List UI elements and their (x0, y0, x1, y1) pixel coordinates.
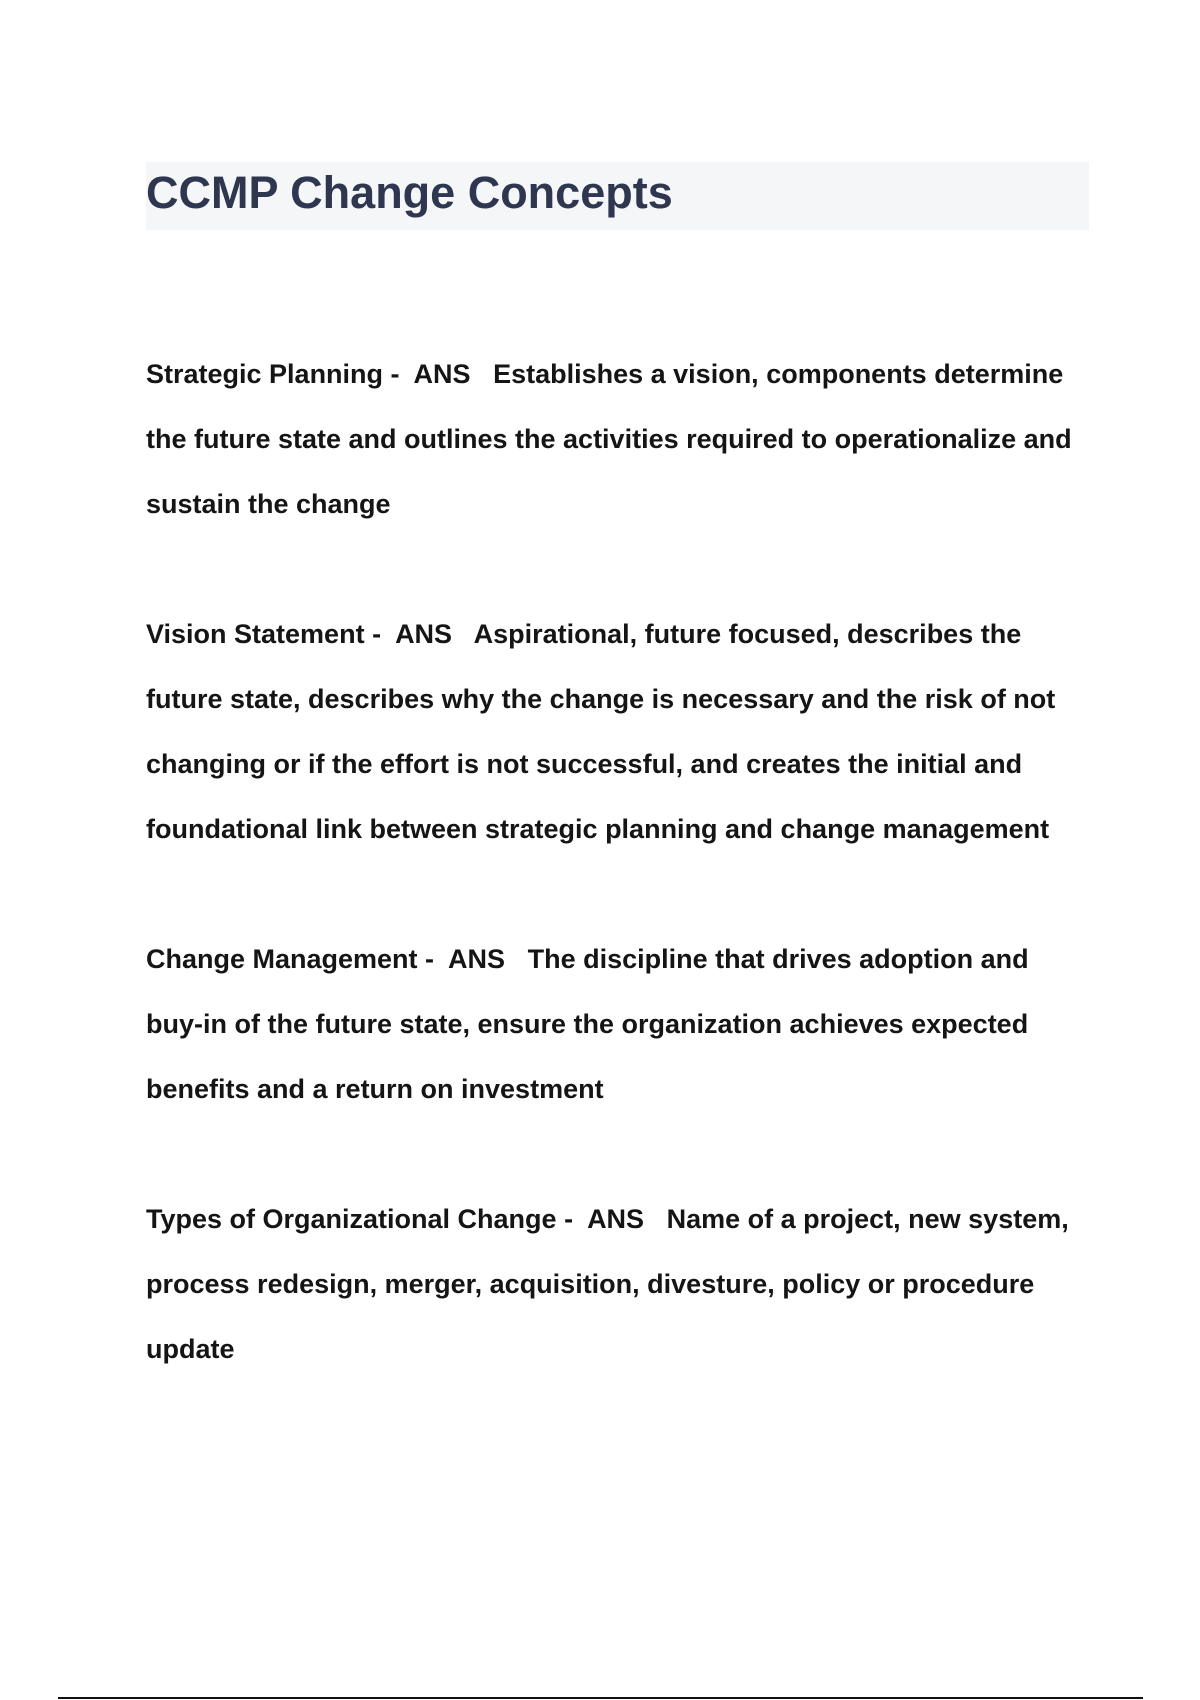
qa-entry-strategic-planning: Strategic Planning - ANS Establishes a vision, components determine the future state and outlines the activities required to operationalize and sustain the change (146, 359, 1072, 519)
qa-list (146, 342, 1086, 1447)
qa-entry-vision-statement: Vision Statement - ANS Aspirational, future focused, describes the future state, describes why the change is necessary and the risk of not changing or if the effort is not successful, and creates the initial and foundational link between strategic planning and change management (146, 619, 1056, 844)
entry-term: Strategic Planning (146, 359, 384, 389)
entry-answer-label: ANS (448, 944, 506, 974)
footer-rule (58, 1697, 1143, 1699)
entry-definition: The discipline that drives adoption and buy-in of the future state, ensure the organization achieves expected benefits and a return on investment (146, 944, 1029, 1104)
entry-answer-label: ANS (395, 619, 453, 649)
entry-term: Change Management (146, 944, 418, 974)
entry-definition: Aspirational, future focused, describes the future state, describes why the change is necessary and the risk of not changing or if the effort is not successful, and creates the initial and foundational link between strategic planning and change management (146, 619, 1056, 844)
entry-answer-label: ANS (413, 359, 471, 389)
entry-definition: Establishes a vision, components determine the future state and outlines the activities required to operationalize and sustain the change (146, 359, 1072, 519)
page-title: CCMP Change Concepts (146, 167, 673, 218)
entry-term: Types of Organizational Change (146, 1204, 557, 1234)
entry-term: Vision Statement (146, 619, 365, 649)
qa-entry-change-management: Change Management - ANS The discipline that drives adoption and buy-in of the future state, ensure the organization achieves expected benefits and a return on investment (146, 944, 1029, 1104)
entry-answer-label: ANS (587, 1204, 645, 1234)
entry-definition: Name of a project, new system, process redesign, merger, acquisition, divesture, policy or procedure update (146, 1204, 1069, 1364)
qa-entry-types-of-organizational-change: Types of Organizational Change - ANS Name of a project, new system, process redesign, merger, acquisition, divesture, policy or procedure update (146, 1204, 1069, 1364)
